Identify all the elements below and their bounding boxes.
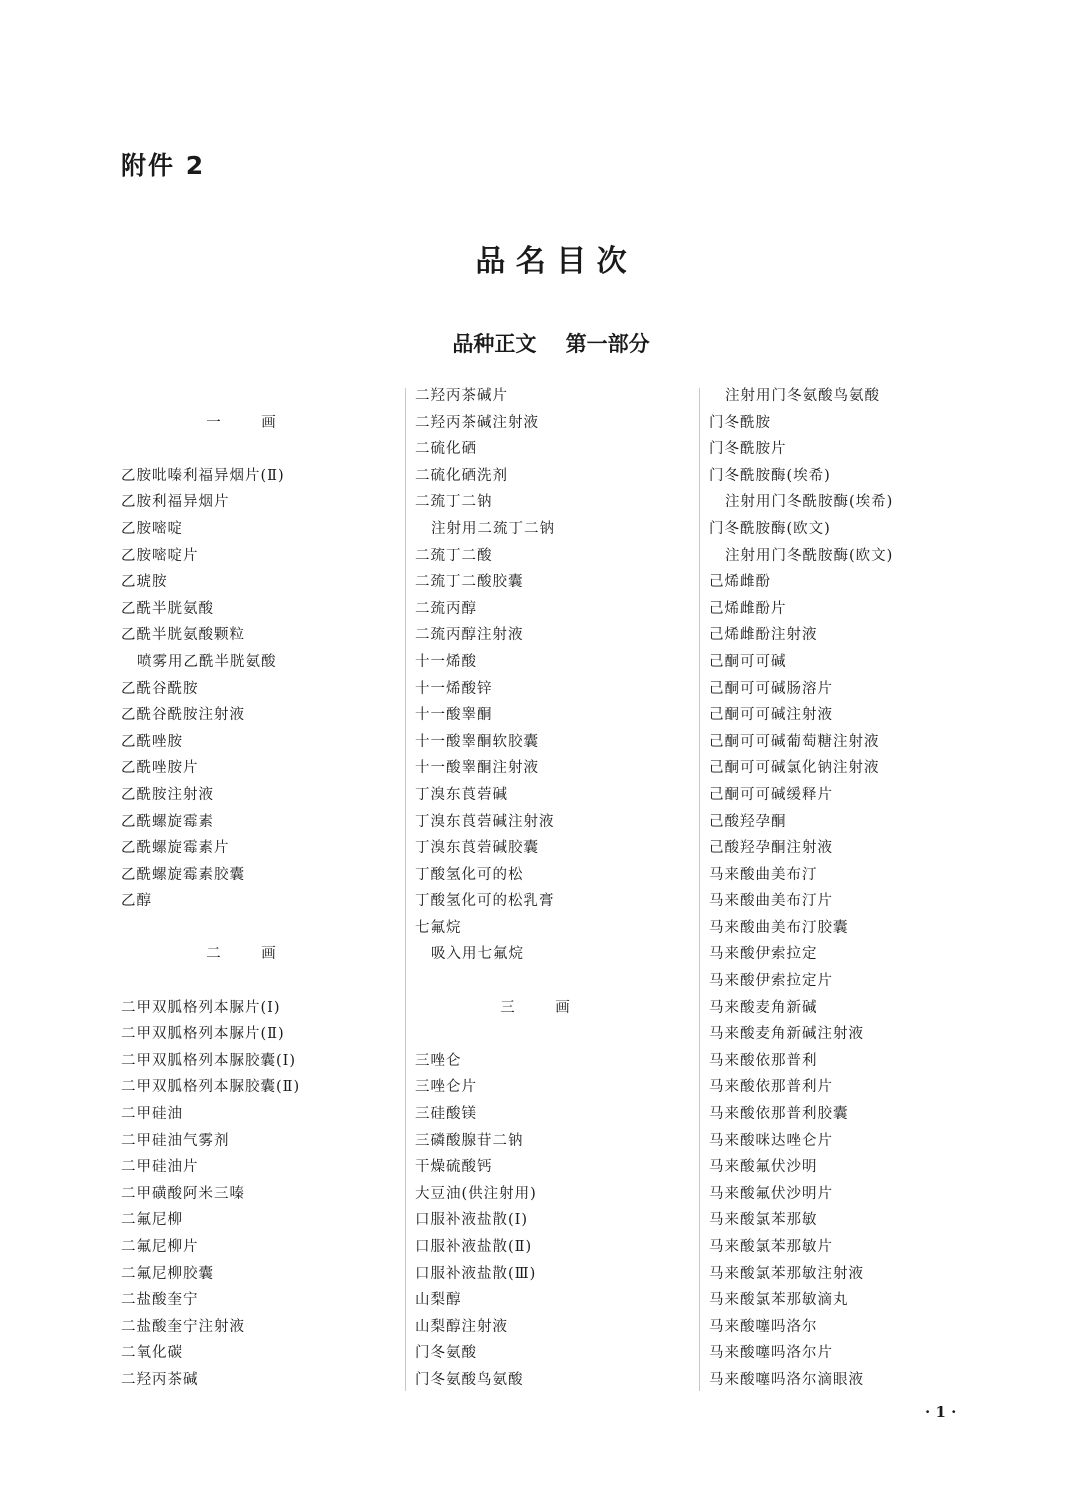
drug-entry: 二氟尼柳 [121,1212,183,1229]
drug-entry: 乙酰胺注射液 [121,786,214,803]
drug-entry: 乙酰谷酰胺 [121,680,199,697]
drug-entry: 丁酸氢化可的松乳膏 [415,893,555,910]
drug-entry: 大豆油(供注射用) [415,1185,537,1202]
drug-entry: 己烯雌酚片 [709,600,787,617]
drug-entry: 乙醇 [121,893,152,910]
drug-entry: 二羟丙茶碱片 [415,388,508,404]
drug-entry: 马来酸伊索拉定 [709,946,818,963]
sub-entry: 注射用门冬酰胺酶(埃希) [725,494,894,511]
drug-entry: 二甲双胍格列本脲片(Ⅱ) [121,1026,285,1043]
index-column-3 [709,383,989,1394]
sub-entry: 注射用二巯丁二钠 [431,520,555,537]
drug-entry: 干燥硫酸钙 [415,1159,493,1176]
drug-entry: 马来酸曲美布汀片 [709,893,833,910]
section-subtitle: 品种正文 第一部分 [452,332,650,356]
sub-entry: 吸入用七氟烷 [431,946,524,963]
drug-entry: 乙酰唑胺 [121,733,183,750]
drug-entry: 十一烯酸锌 [415,680,493,697]
drug-entry: 马来酸氯苯那敏注射液 [709,1265,864,1282]
drug-entry: 马来酸依那普利片 [709,1079,833,1096]
drug-entry: 马来酸麦角新碱 [709,999,818,1016]
column-divider [405,388,406,1391]
drug-entry: 己酮可可碱肠溶片 [709,680,833,697]
drug-entry: 门冬氨酸 [415,1345,477,1362]
drug-entry: 二盐酸奎宁 [121,1292,199,1309]
drug-entry: 马来酸曲美布汀 [709,866,818,883]
drug-entry: 七氟烷 [415,919,462,936]
drug-entry: 山梨醇注射液 [415,1318,508,1335]
drug-entry: 乙酰半胱氨酸颗粒 [121,627,245,644]
drug-entry: 马来酸噻吗洛尔滴眼液 [709,1371,864,1388]
page-number: · 1 · [925,1403,957,1421]
drug-entry: 二巯丙醇注射液 [415,627,524,644]
drug-entry: 门冬酰胺酶(欧文) [709,520,831,537]
drug-entry: 马来酸伊索拉定片 [709,973,833,990]
stroke-group-heading: 一 画 [206,414,294,431]
drug-entry: 己酸羟孕酮 [709,813,787,830]
sub-entry: 注射用门冬氨酸鸟氨酸 [725,388,880,404]
drug-entry: 门冬酰胺 [709,414,771,431]
spacer [415,1021,695,1048]
drug-entry: 二硫化硒洗剂 [415,467,508,484]
drug-entry: 马来酸依那普利 [709,1052,818,1069]
page-title: 品 名 目 次 [475,244,627,279]
drug-entry: 门冬氨酸鸟氨酸 [415,1371,524,1388]
index-column-1 [121,383,401,1394]
drug-entry: 己酸羟孕酮注射液 [709,840,833,857]
drug-entry: 二硫化硒 [415,441,477,458]
drug-entry: 乙胺嘧啶 [121,520,183,537]
drug-entry: 己烯雌酚注射液 [709,627,818,644]
drug-entry: 口服补液盐散(Ⅲ) [415,1265,537,1282]
drug-entry: 十一酸睾酮软胶囊 [415,733,539,750]
drug-entry: 二巯丁二酸 [415,547,493,564]
drug-entry: 己酮可可碱缓释片 [709,786,833,803]
drug-entry: 马来酸氟伏沙明片 [709,1185,833,1202]
drug-entry: 乙酰螺旋霉素 [121,813,214,830]
drug-entry: 二甲硅油片 [121,1159,199,1176]
spacer [121,383,401,410]
spacer [121,968,401,995]
sub-entry: 注射用门冬酰胺酶(欧文) [725,547,894,564]
drug-entry: 乙酰唑胺片 [121,760,199,777]
drug-entry: 口服补液盐散(Ⅰ) [415,1212,529,1229]
drug-entry: 丁溴东莨菪碱注射液 [415,813,555,830]
drug-entry: 马来酸麦角新碱注射液 [709,1026,864,1043]
drug-entry: 丁酸氢化可的松 [415,866,524,883]
drug-entry: 十一酸睾酮注射液 [415,760,539,777]
drug-entry: 己酮可可碱葡萄糖注射液 [709,733,880,750]
drug-entry: 门冬酰胺片 [709,441,787,458]
drug-entry: 口服补液盐散(Ⅱ) [415,1239,533,1255]
drug-entry: 山梨醇 [415,1292,462,1309]
stroke-group-heading: 三 画 [500,999,588,1016]
drug-entry: 马来酸咪达唑仑片 [709,1132,833,1149]
drug-entry: 十一烯酸 [415,653,477,670]
drug-entry: 乙胺吡嗪利福异烟片(Ⅱ) [121,467,285,484]
drug-entry: 二巯丙醇 [415,600,477,617]
drug-entry: 三硅酸镁 [415,1106,477,1123]
attachment-label: 附件 2 [121,151,206,180]
drug-entry: 乙酰谷酰胺注射液 [121,707,245,724]
drug-entry: 马来酸依那普利胶囊 [709,1106,849,1123]
drug-entry: 乙酰螺旋霉素胶囊 [121,866,245,883]
drug-entry: 乙胺嘧啶片 [121,547,199,564]
drug-entry: 二甲双胍格列本脲胶囊(Ⅰ) [121,1052,297,1069]
drug-entry: 丁溴东莨菪碱胶囊 [415,840,539,857]
drug-entry: 己酮可可碱氯化钠注射液 [709,760,880,777]
drug-entry: 二盐酸奎宁注射液 [121,1318,245,1335]
drug-entry: 门冬酰胺酶(埃希) [709,467,831,484]
drug-entry: 二羟丙茶碱 [121,1371,199,1388]
sub-entry: 喷雾用乙酰半胱氨酸 [137,653,277,670]
drug-entry: 二氟尼柳片 [121,1239,199,1255]
index-column-2 [415,383,695,1394]
spacer [121,436,401,463]
drug-entry: 二甲双胍格列本脲片(Ⅰ) [121,999,281,1016]
drug-entry: 二甲双胍格列本脲胶囊(Ⅱ) [121,1079,301,1096]
drug-entry: 己酮可可碱注射液 [709,707,833,724]
spacer [415,968,695,995]
drug-entry: 乙琥胺 [121,574,168,591]
drug-entry: 二甲磺酸阿米三嗪 [121,1185,245,1202]
drug-entry: 马来酸氯苯那敏片 [709,1239,833,1255]
drug-entry: 马来酸氯苯那敏 [709,1212,818,1229]
drug-entry: 己酮可可碱 [709,653,787,670]
drug-entry: 三唑仑 [415,1052,462,1069]
drug-entry: 马来酸氯苯那敏滴丸 [709,1292,849,1309]
drug-entry: 二氧化碳 [121,1345,183,1362]
drug-entry: 三磷酸腺苷二钠 [415,1132,524,1149]
drug-entry: 三唑仑片 [415,1079,477,1096]
drug-entry: 二氟尼柳胶囊 [121,1265,214,1282]
drug-entry: 二甲硅油 [121,1106,183,1123]
stroke-group-heading: 二 画 [206,946,294,963]
drug-entry: 二巯丁二钠 [415,494,493,511]
spacer [121,915,401,942]
drug-entry: 二甲硅油气雾剂 [121,1132,230,1149]
drug-entry: 己烯雌酚 [709,574,771,591]
drug-entry: 乙酰螺旋霉素片 [121,840,230,857]
drug-entry: 丁溴东莨菪碱 [415,786,508,803]
drug-entry: 二巯丁二酸胶囊 [415,574,524,591]
drug-entry: 马来酸噻吗洛尔 [709,1318,818,1335]
drug-entry: 乙酰半胱氨酸 [121,600,214,617]
column-divider [699,388,700,1391]
drug-entry: 马来酸噻吗洛尔片 [709,1345,833,1362]
drug-entry: 乙胺利福异烟片 [121,494,230,511]
drug-entry: 马来酸曲美布汀胶囊 [709,919,849,936]
drug-entry: 马来酸氟伏沙明 [709,1159,818,1176]
drug-entry: 二羟丙茶碱注射液 [415,414,539,431]
drug-entry: 十一酸睾酮 [415,707,493,724]
